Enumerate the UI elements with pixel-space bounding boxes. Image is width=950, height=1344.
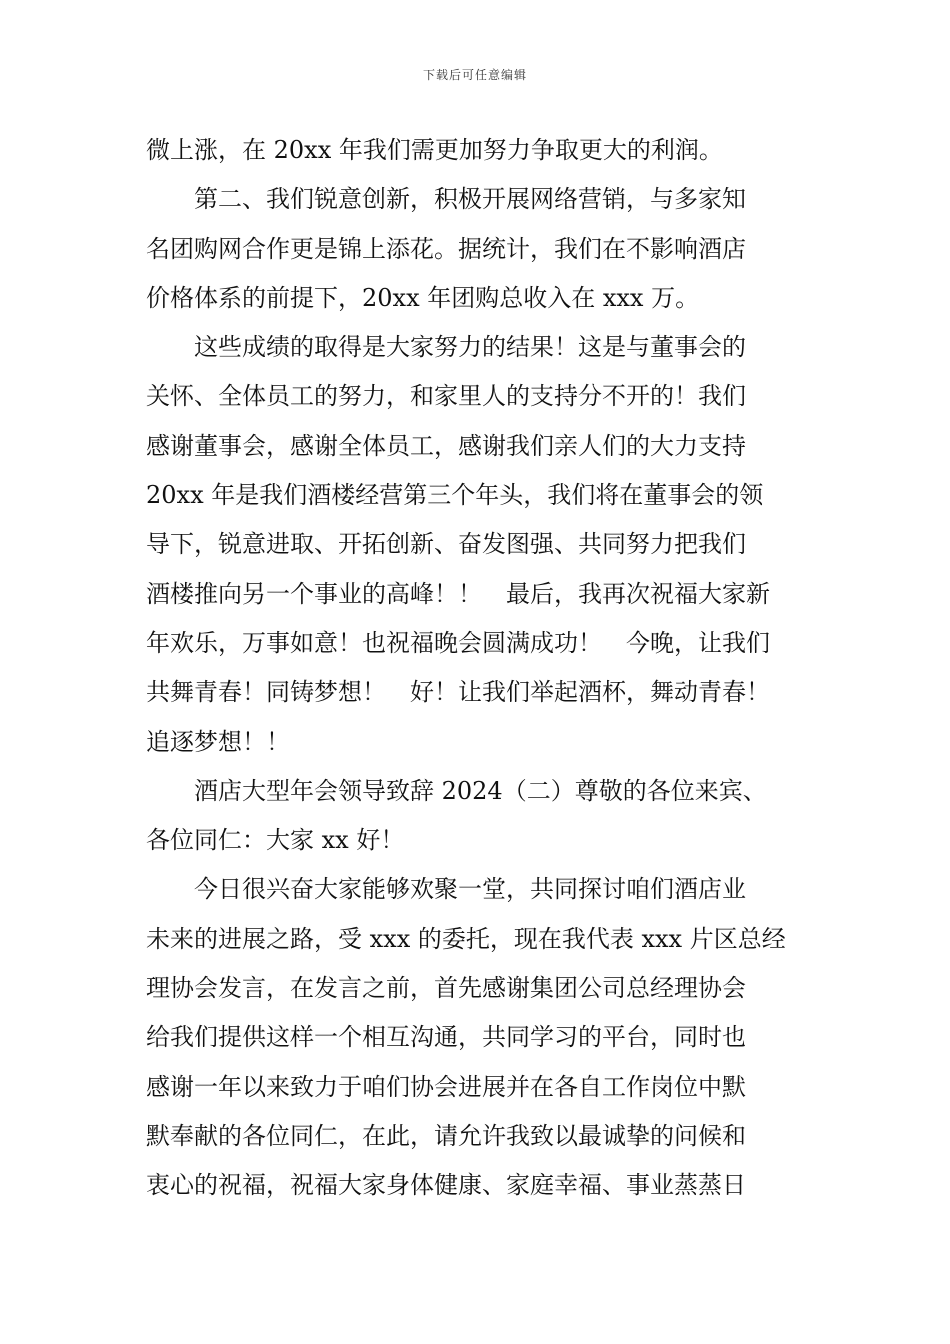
text-line: 酒店大型年会领导致辞 2024（二）尊敬的各位来宾、 (146, 776, 767, 805)
text-line: 给我们提供这样一个相互沟通，共同学习的平台，同时也 (146, 1023, 746, 1052)
text-line: 感谢董事会，感谢全体员工，感谢我们亲人们的大力支持 (146, 431, 746, 460)
text-line: 微上涨，在 20xx 年我们需更加努力争取更大的利润。 (146, 136, 723, 164)
text-line: 追逐梦想！！ (146, 727, 290, 756)
text-line: 理协会发言，在发言之前，首先感谢集团公司总经理协会 (146, 974, 746, 1003)
text-line: 20xx 年是我们酒楼经营第三个年头，我们将在董事会的领 (146, 481, 764, 510)
text-line: 第二、我们锐意创新，积极开展网络营销，与多家知 (146, 185, 746, 214)
text-line: 共舞青春！同铸梦想！ 好！让我们举起酒杯，舞动青春！ (146, 678, 770, 707)
text-line: 未来的进展之路，受 xxx 的委托，现在我代表 xxx 片区总经 (146, 924, 786, 953)
text-line: 这些成绩的取得是大家努力的结果！这是与董事会的 (146, 333, 746, 362)
text-line: 酒楼推向另一个事业的高峰！！ 最后，我再次祝福大家新 (146, 579, 770, 608)
text-line: 价格体系的前提下，20xx 年团购总收入在 xxx 万。 (146, 283, 700, 312)
text-line: 默奉献的各位同仁，在此，请允许我致以最诚挚的问候和 (146, 1121, 746, 1150)
text-line: 衷心的祝福，祝福大家身体健康、家庭幸福、事业蒸蒸日 (146, 1171, 746, 1200)
text-line: 年欢乐，万事如意！也祝福晚会圆满成功！ 今晚，让我们 (146, 628, 770, 657)
text-line: 今日很兴奋大家能够欢聚一堂，共同探讨咱们酒店业 (146, 875, 746, 904)
text-line: 导下，锐意进取、开拓创新、奋发图强、共同努力把我们 (146, 530, 746, 559)
text-line: 名团购网合作更是锦上添花。据统计，我们在不影响酒店 (146, 234, 746, 263)
text-line: 各位同仁：大家 xx 好！ (146, 826, 405, 855)
page-header: 下载后可任意编辑 (422, 68, 527, 82)
text-line: 关怀、全体员工的努力，和家里人的支持分不开的！我们 (146, 382, 746, 411)
document-body (146, 126, 810, 1211)
text-line: 感谢一年以来致力于咱们协会进展并在各自工作岗位中默 (146, 1072, 746, 1101)
